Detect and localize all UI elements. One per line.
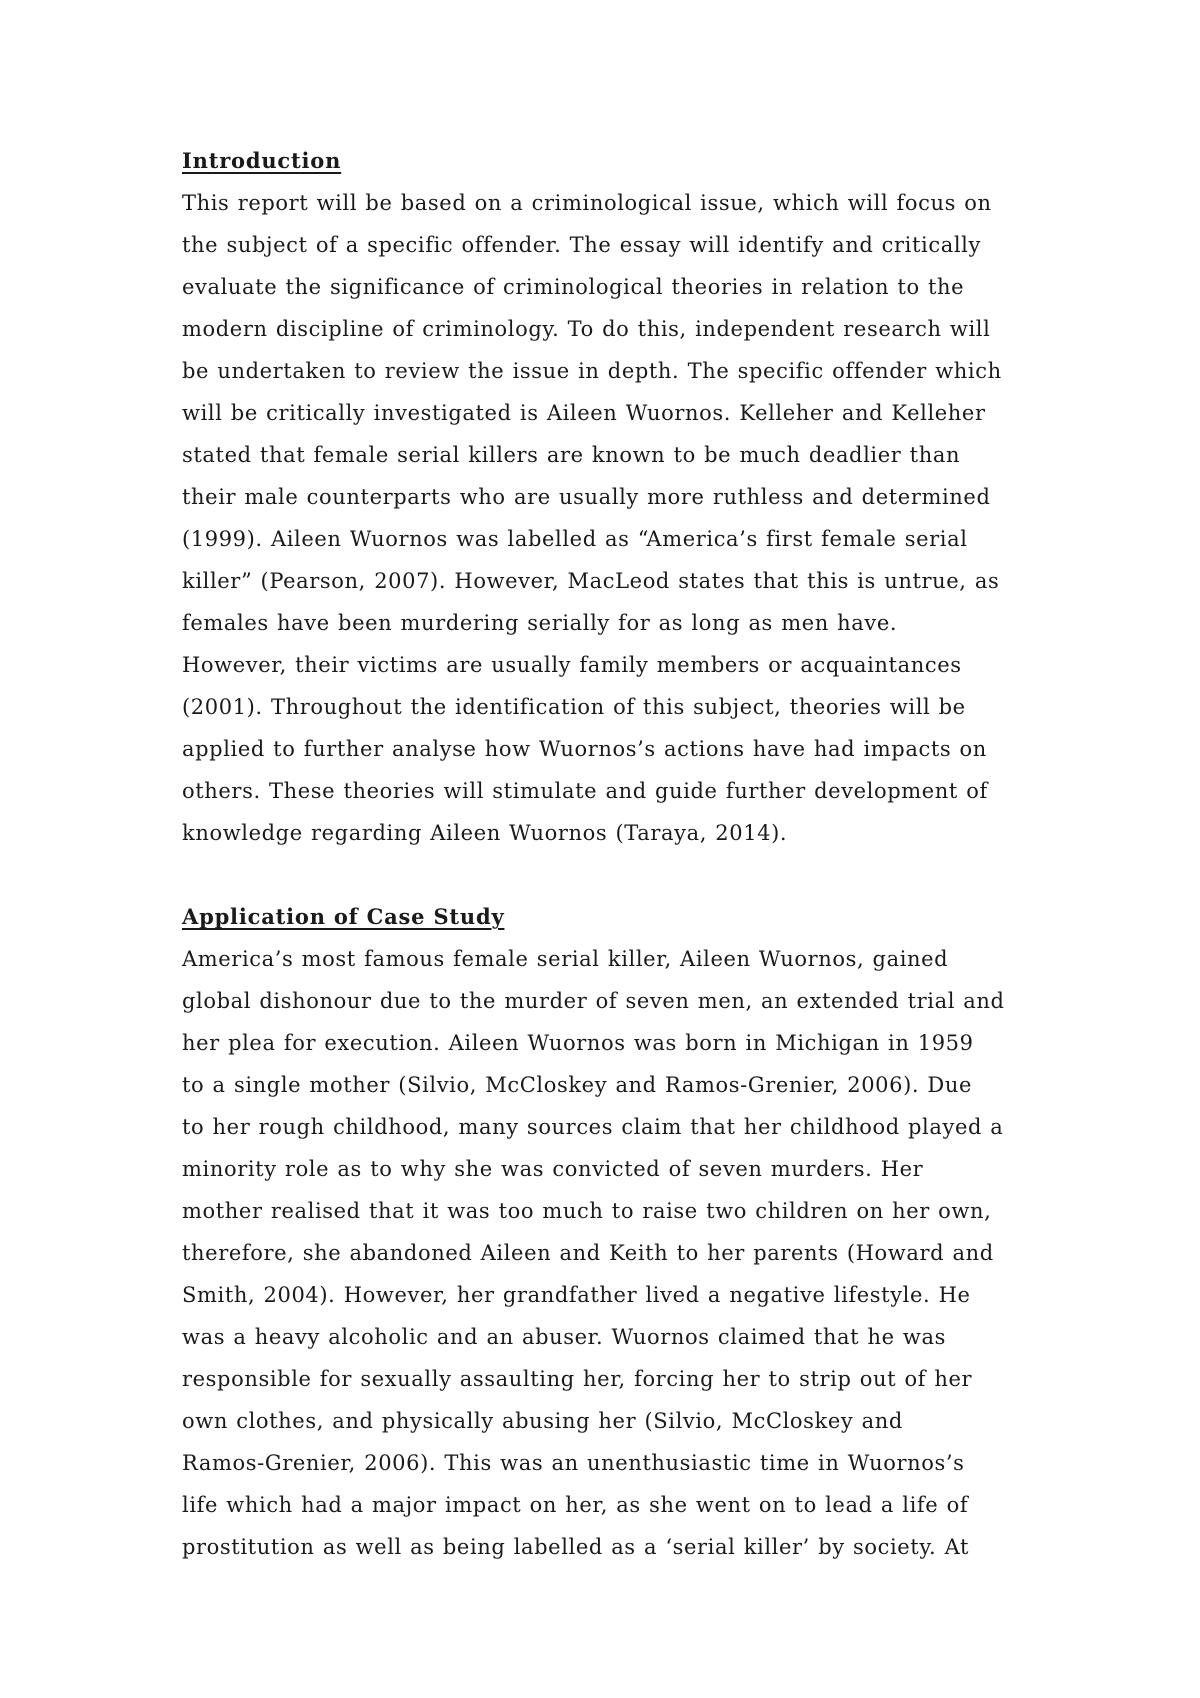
introduction-line: the subject of a specific offender. The essay will identify and critically [182,233,981,257]
case-study-line: therefore, she abandoned Aileen and Keith to her parents (Howard and [182,1241,994,1265]
case-study-line: her plea for execution. Aileen Wuornos was born in Michigan in 1959 [182,1031,974,1055]
introduction-heading: Introduction [182,148,342,173]
introduction-line: However, their victims are usually family members or acquaintances [182,653,962,677]
case-study-line: to a single mother (Silvio, McCloskey and Ramos-Grenier, 2006). Due [182,1073,973,1097]
case-study-line: mother realised that it was too much to raise two children on her own, [182,1199,992,1223]
case-study-line: life which had a major impact on her, as she went on to lead a life of [182,1493,969,1517]
introduction-line: females have been murdering serially for as long as men have. [182,611,898,635]
introduction-line: modern discipline of criminology. To do this, independent research will [182,317,991,341]
introduction-line: (2001). Throughout the identification of this subject, theories will be [182,695,966,719]
case-study-line: global dishonour due to the murder of seven men, an extended trial and [182,989,1005,1013]
case-study-section [182,896,1042,1568]
case-study-heading: Application of Case Study [182,904,505,929]
introduction-line: This report will be based on a criminological issue, which will focus on [182,191,992,215]
introduction-line: stated that female serial killers are known to be much deadlier than [182,443,961,467]
introduction-line: be undertaken to review the issue in depth. The specific offender which [182,359,1002,383]
introduction-line: (1999). Aileen Wuornos was labelled as “America’s first female serial [182,527,968,551]
case-study-line: Smith, 2004). However, her grandfather lived a negative lifestyle. He [182,1283,971,1307]
case-study-line: America’s most famous female serial killer, Aileen Wuornos, gained [182,947,949,971]
introduction-line: applied to further analyse how Wuornos’s actions have had impacts on [182,737,987,761]
case-study-line: to her rough childhood, many sources claim that her childhood played a [182,1115,1004,1139]
introduction-section [182,140,1042,854]
introduction-line: their male counterparts who are usually more ruthless and determined [182,485,991,509]
introduction-line: evaluate the significance of criminological theories in relation to the [182,275,965,299]
case-study-line: responsible for sexually assaulting her, forcing her to strip out of her [182,1367,973,1391]
case-study-line: Ramos-Grenier, 2006). This was an unenthusiastic time in Wuornos’s [182,1451,965,1475]
introduction-line: will be critically investigated is Aileen Wuornos. Kelleher and Kelleher [182,401,986,425]
case-study-line: was a heavy alcoholic and an abuser. Wuornos claimed that he was [182,1325,946,1349]
introduction-line: others. These theories will stimulate and guide further development of [182,779,988,803]
case-study-line: minority role as to why she was convicted of seven murders. Her [182,1157,924,1181]
case-study-line: own clothes, and physically abusing her (Silvio, McCloskey and [182,1409,903,1433]
case-study-line: prostitution as well as being labelled as a ‘serial killer’ by society. At [182,1535,970,1559]
introduction-line: knowledge regarding Aileen Wuornos (Taraya, 2014). [182,821,788,845]
introduction-line: killer” (Pearson, 2007). However, MacLeod states that this is untrue, as [182,569,1000,593]
